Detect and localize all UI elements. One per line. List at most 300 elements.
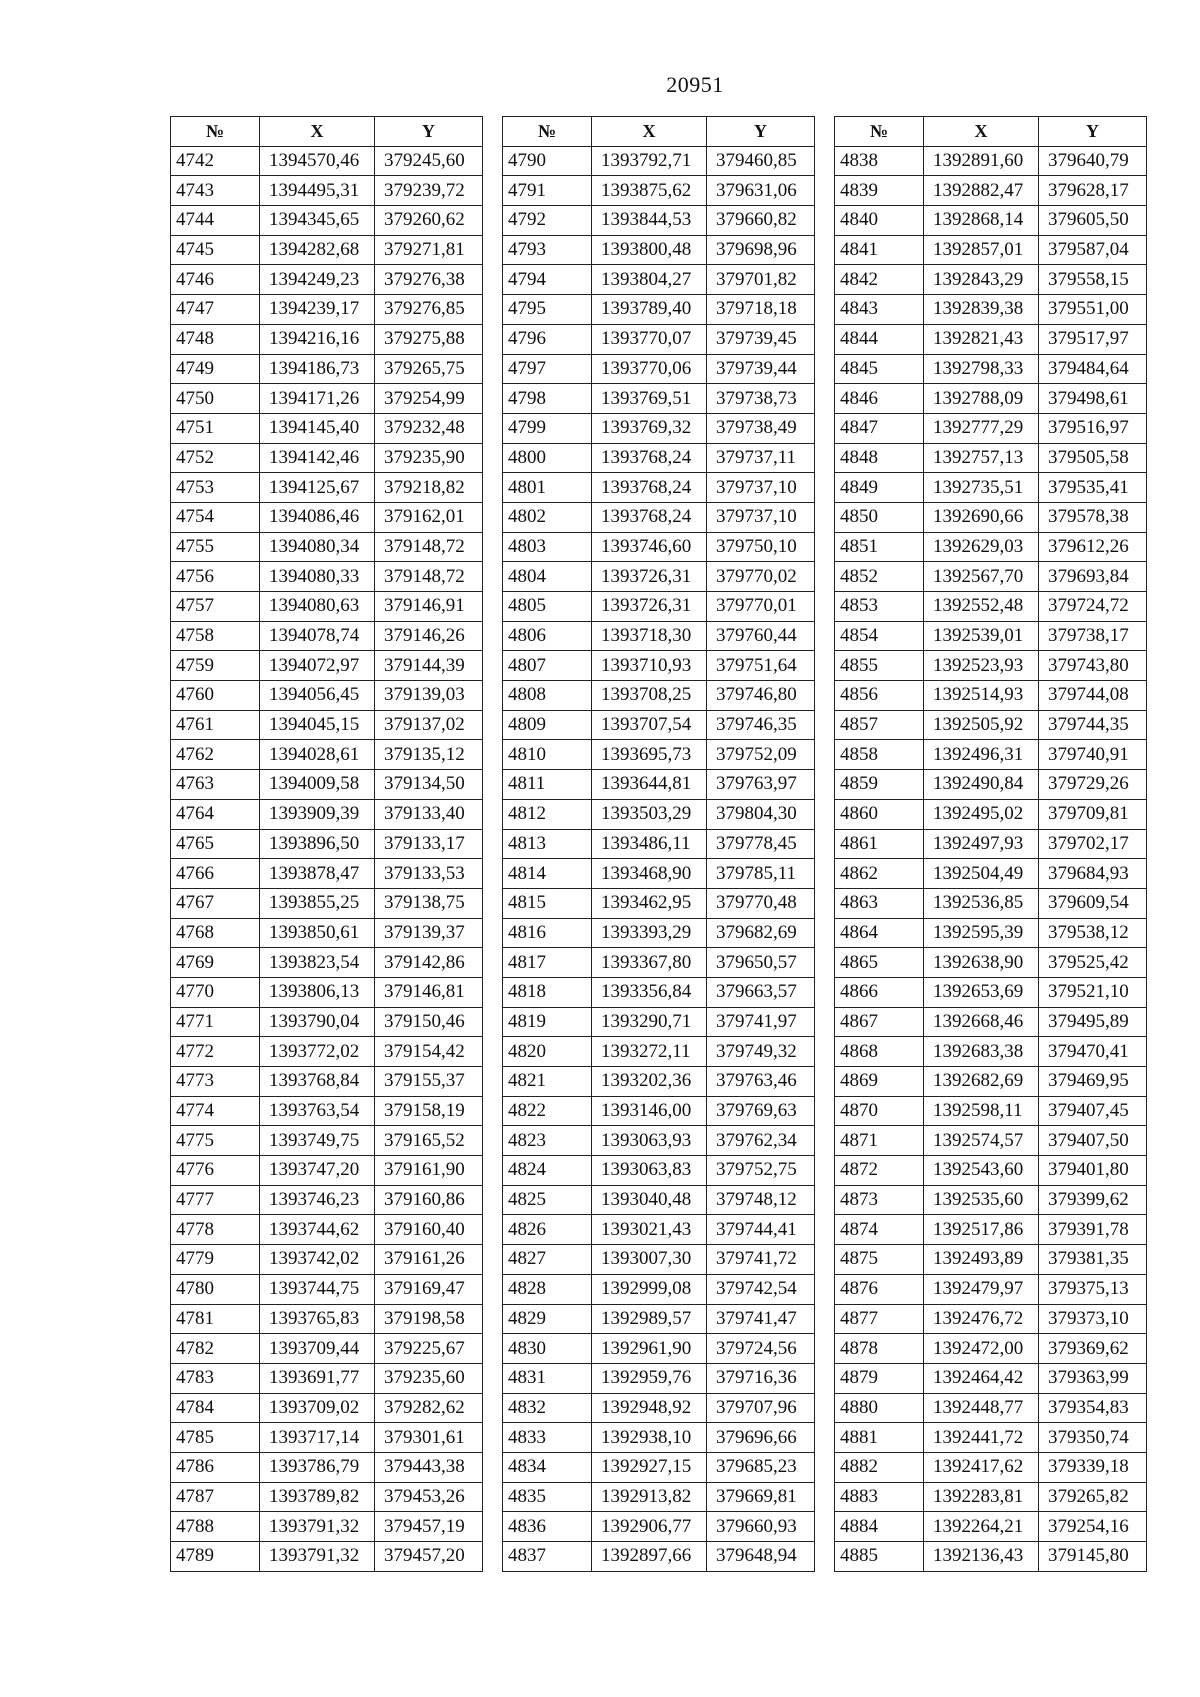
cell-x: 1393717,14: [260, 1423, 375, 1453]
cell-number: 4804: [503, 562, 592, 592]
table-row: [835, 1423, 1147, 1453]
cell-y: 379669,81: [707, 1482, 815, 1512]
cell-x: 1394086,46: [260, 502, 375, 532]
cell-y: 379265,75: [375, 354, 483, 384]
cell-x: 1393709,44: [260, 1334, 375, 1364]
cell-y: 379738,73: [707, 384, 815, 414]
cell-x: 1393462,95: [592, 888, 707, 918]
table-row: [171, 295, 483, 325]
table-row: [171, 1156, 483, 1186]
cell-x: 1393146,00: [592, 1096, 707, 1126]
table-row: [171, 592, 483, 622]
cell-x: 1393769,51: [592, 384, 707, 414]
cell-number: 4880: [835, 1393, 924, 1423]
cell-y: 379718,18: [707, 295, 815, 325]
cell-x: 1393393,29: [592, 918, 707, 948]
cell-number: 4788: [171, 1512, 260, 1542]
table-row: [503, 384, 815, 414]
cell-number: 4821: [503, 1067, 592, 1097]
cell-y: 379516,97: [1039, 413, 1147, 443]
cell-number: 4755: [171, 532, 260, 562]
cell-y: 379724,56: [707, 1334, 815, 1364]
cell-x: 1392938,10: [592, 1423, 707, 1453]
cell-y: 379763,97: [707, 770, 815, 800]
cell-x: 1394249,23: [260, 265, 375, 295]
cell-number: 4840: [835, 206, 924, 236]
table-row: [835, 1215, 1147, 1245]
cell-number: 4805: [503, 592, 592, 622]
cell-y: 379778,45: [707, 829, 815, 859]
cell-y: 379133,53: [375, 859, 483, 889]
table-row: [171, 1096, 483, 1126]
table-row: [835, 740, 1147, 770]
cell-y: 379161,90: [375, 1156, 483, 1186]
cell-x: 1393695,73: [592, 740, 707, 770]
cell-x: 1392574,57: [924, 1126, 1039, 1156]
cell-number: 4815: [503, 888, 592, 918]
table-row: [835, 710, 1147, 740]
cell-number: 4795: [503, 295, 592, 325]
cell-number: 4852: [835, 562, 924, 592]
cell-number: 4806: [503, 621, 592, 651]
cell-x: 1392479,97: [924, 1274, 1039, 1304]
cell-number: 4766: [171, 859, 260, 889]
cell-number: 4753: [171, 473, 260, 503]
cell-y: 379640,79: [1039, 146, 1147, 176]
table-row: [503, 859, 815, 889]
table-row: [835, 562, 1147, 592]
table-row: [171, 977, 483, 1007]
cell-x: 1394345,65: [260, 206, 375, 236]
cell-x: 1392629,03: [924, 532, 1039, 562]
cell-number: 4846: [835, 384, 924, 414]
cell-x: 1393804,27: [592, 265, 707, 295]
cell-x: 1392595,39: [924, 918, 1039, 948]
cell-y: 379684,93: [1039, 859, 1147, 889]
table-row: [503, 532, 815, 562]
cell-y: 379663,57: [707, 977, 815, 1007]
table-row: [503, 1067, 815, 1097]
header-row: [835, 117, 1147, 147]
table-row: [171, 1304, 483, 1334]
cell-y: 379752,09: [707, 740, 815, 770]
cell-x: 1393272,11: [592, 1037, 707, 1067]
cell-y: 379391,78: [1039, 1215, 1147, 1245]
cell-number: 4843: [835, 295, 924, 325]
cell-y: 379239,72: [375, 176, 483, 206]
table-row: [503, 1185, 815, 1215]
cell-y: 379631,06: [707, 176, 815, 206]
table-row: [503, 1215, 815, 1245]
table-row: [835, 1037, 1147, 1067]
cell-y: 379701,82: [707, 265, 815, 295]
cell-x: 1393770,06: [592, 354, 707, 384]
cell-x: 1394072,97: [260, 651, 375, 681]
table-row: [835, 1156, 1147, 1186]
cell-y: 379748,12: [707, 1185, 815, 1215]
table-row: [835, 146, 1147, 176]
cell-x: 1392493,89: [924, 1245, 1039, 1275]
cell-x: 1392798,33: [924, 354, 1039, 384]
cell-number: 4793: [503, 235, 592, 265]
cell-number: 4768: [171, 918, 260, 948]
cell-number: 4746: [171, 265, 260, 295]
cell-y: 379276,85: [375, 295, 483, 325]
table-row: [171, 354, 483, 384]
cell-number: 4754: [171, 502, 260, 532]
cell-x: 1392906,77: [592, 1512, 707, 1542]
table-row: [171, 1037, 483, 1067]
cell-y: 379350,74: [1039, 1423, 1147, 1453]
cell-x: 1393021,43: [592, 1215, 707, 1245]
cell-x: 1392882,47: [924, 176, 1039, 206]
cell-y: 379165,52: [375, 1126, 483, 1156]
cell-number: 4779: [171, 1245, 260, 1275]
cell-number: 4873: [835, 1185, 924, 1215]
cell-y: 379702,17: [1039, 829, 1147, 859]
cell-y: 379245,60: [375, 146, 483, 176]
cell-number: 4835: [503, 1482, 592, 1512]
cell-number: 4786: [171, 1452, 260, 1482]
cell-x: 1392668,46: [924, 1007, 1039, 1037]
cell-number: 4883: [835, 1482, 924, 1512]
table-row: [171, 918, 483, 948]
table-body: [503, 146, 815, 1571]
table-row: [171, 473, 483, 503]
cell-number: 4877: [835, 1304, 924, 1334]
cell-y: 379161,26: [375, 1245, 483, 1275]
cell-x: 1393708,25: [592, 681, 707, 711]
table-row: [503, 1423, 815, 1453]
cell-x: 1392989,57: [592, 1304, 707, 1334]
table-row: [503, 176, 815, 206]
cell-number: 4791: [503, 176, 592, 206]
cell-number: 4743: [171, 176, 260, 206]
cell-x: 1393769,32: [592, 413, 707, 443]
cell-number: 4839: [835, 176, 924, 206]
table-row: [503, 710, 815, 740]
table-row: [171, 1363, 483, 1393]
cell-number: 4882: [835, 1452, 924, 1482]
cell-x: 1392505,92: [924, 710, 1039, 740]
cell-number: 4855: [835, 651, 924, 681]
cell-x: 1393726,31: [592, 592, 707, 622]
cell-number: 4758: [171, 621, 260, 651]
table-row: [171, 146, 483, 176]
cell-y: 379770,02: [707, 562, 815, 592]
cell-number: 4851: [835, 532, 924, 562]
cell-y: 379139,37: [375, 918, 483, 948]
cell-y: 379407,45: [1039, 1096, 1147, 1126]
cell-x: 1393772,02: [260, 1037, 375, 1067]
table-row: [503, 740, 815, 770]
cell-y: 379741,47: [707, 1304, 815, 1334]
table-row: [171, 888, 483, 918]
cell-number: 4825: [503, 1185, 592, 1215]
cell-number: 4782: [171, 1334, 260, 1364]
cell-x: 1392497,93: [924, 829, 1039, 859]
cell-number: 4749: [171, 354, 260, 384]
cell-x: 1393691,77: [260, 1363, 375, 1393]
table-row: [171, 1274, 483, 1304]
cell-number: 4752: [171, 443, 260, 473]
table-row: [171, 799, 483, 829]
cell-number: 4833: [503, 1423, 592, 1453]
cell-x: 1394216,16: [260, 324, 375, 354]
cell-y: 379750,10: [707, 532, 815, 562]
cell-y: 379751,64: [707, 651, 815, 681]
cell-number: 4750: [171, 384, 260, 414]
cell-x: 1392476,72: [924, 1304, 1039, 1334]
cell-y: 379495,89: [1039, 1007, 1147, 1037]
table-row: [171, 443, 483, 473]
table-row: [171, 1067, 483, 1097]
cell-y: 379538,12: [1039, 918, 1147, 948]
table-row: [171, 384, 483, 414]
table-body: [835, 146, 1147, 1571]
cell-x: 1393744,75: [260, 1274, 375, 1304]
cell-number: 4761: [171, 710, 260, 740]
cell-x: 1392777,29: [924, 413, 1039, 443]
cell-x: 1393726,31: [592, 562, 707, 592]
cell-number: 4785: [171, 1423, 260, 1453]
cell-x: 1392472,00: [924, 1334, 1039, 1364]
cell-x: 1392495,02: [924, 799, 1039, 829]
table-row: [503, 977, 815, 1007]
cell-y: 379363,99: [1039, 1363, 1147, 1393]
cell-number: 4836: [503, 1512, 592, 1542]
cell-x: 1392567,70: [924, 562, 1039, 592]
cell-x: 1393768,84: [260, 1067, 375, 1097]
cell-number: 4823: [503, 1126, 592, 1156]
cell-x: 1393791,32: [260, 1512, 375, 1542]
cell-number: 4799: [503, 413, 592, 443]
cell-y: 379650,57: [707, 948, 815, 978]
cell-number: 4751: [171, 413, 260, 443]
table-row: [503, 1156, 815, 1186]
table-row: [171, 740, 483, 770]
table-row: [503, 1245, 815, 1275]
cell-number: 4764: [171, 799, 260, 829]
table-row: [503, 413, 815, 443]
cell-number: 4860: [835, 799, 924, 829]
table-row: [503, 1482, 815, 1512]
cell-x: 1393063,93: [592, 1126, 707, 1156]
cell-y: 379160,86: [375, 1185, 483, 1215]
cell-number: 4777: [171, 1185, 260, 1215]
coordinates-table-1: [170, 116, 483, 1572]
table-row: [503, 1037, 815, 1067]
cell-x: 1393789,82: [260, 1482, 375, 1512]
table-row: [171, 1393, 483, 1423]
cell-y: 379144,39: [375, 651, 483, 681]
table-row: [835, 621, 1147, 651]
cell-number: 4769: [171, 948, 260, 978]
table-row: [835, 799, 1147, 829]
cell-y: 379709,81: [1039, 799, 1147, 829]
cell-x: 1392788,09: [924, 384, 1039, 414]
cell-y: 379137,02: [375, 710, 483, 740]
cell-number: 4878: [835, 1334, 924, 1364]
cell-number: 4812: [503, 799, 592, 829]
cell-y: 379763,46: [707, 1067, 815, 1097]
table-row: [171, 413, 483, 443]
cell-y: 379133,40: [375, 799, 483, 829]
cell-y: 379737,10: [707, 473, 815, 503]
cell-x: 1392927,15: [592, 1452, 707, 1482]
table-row: [503, 1542, 815, 1572]
cell-number: 4829: [503, 1304, 592, 1334]
cell-x: 1393644,81: [592, 770, 707, 800]
cell-x: 1393875,62: [592, 176, 707, 206]
table-row: [171, 829, 483, 859]
table-row: [835, 1542, 1147, 1572]
cell-x: 1392948,92: [592, 1393, 707, 1423]
cell-y: 379265,82: [1039, 1482, 1147, 1512]
cell-number: 4837: [503, 1542, 592, 1572]
cell-number: 4856: [835, 681, 924, 711]
cell-x: 1392539,01: [924, 621, 1039, 651]
coordinates-table-2: [502, 116, 815, 1572]
cell-x: 1392283,81: [924, 1482, 1039, 1512]
cell-x: 1392735,51: [924, 473, 1039, 503]
header-y: Y: [707, 117, 815, 147]
table-row: [835, 592, 1147, 622]
cell-y: 379724,72: [1039, 592, 1147, 622]
cell-y: 379770,01: [707, 592, 815, 622]
cell-number: 4814: [503, 859, 592, 889]
table-row: [835, 176, 1147, 206]
cell-number: 4876: [835, 1274, 924, 1304]
cell-y: 379744,35: [1039, 710, 1147, 740]
cell-number: 4872: [835, 1156, 924, 1186]
table-row: [503, 918, 815, 948]
cell-number: 4868: [835, 1037, 924, 1067]
cell-number: 4801: [503, 473, 592, 503]
table-row: [503, 829, 815, 859]
table-row: [171, 1482, 483, 1512]
table-row: [835, 265, 1147, 295]
cell-y: 379551,00: [1039, 295, 1147, 325]
table-row: [503, 770, 815, 800]
cell-number: 4842: [835, 265, 924, 295]
table-row: [835, 651, 1147, 681]
cell-x: 1392868,14: [924, 206, 1039, 236]
cell-y: 379739,45: [707, 324, 815, 354]
cell-x: 1394080,33: [260, 562, 375, 592]
cell-number: 4792: [503, 206, 592, 236]
page-number: 20951: [666, 72, 724, 97]
cell-number: 4810: [503, 740, 592, 770]
cell-number: 4828: [503, 1274, 592, 1304]
cell-number: 4759: [171, 651, 260, 681]
cell-x: 1393202,36: [592, 1067, 707, 1097]
table-row: [171, 859, 483, 889]
cell-x: 1393486,11: [592, 829, 707, 859]
cell-number: 4841: [835, 235, 924, 265]
cell-y: 379628,17: [1039, 176, 1147, 206]
cell-y: 379517,97: [1039, 324, 1147, 354]
table-row: [503, 681, 815, 711]
cell-number: 4818: [503, 977, 592, 1007]
cell-x: 1392857,01: [924, 235, 1039, 265]
table-row: [171, 1126, 483, 1156]
cell-x: 1393896,50: [260, 829, 375, 859]
table-row: [835, 354, 1147, 384]
cell-y: 379609,54: [1039, 888, 1147, 918]
cell-y: 379469,95: [1039, 1067, 1147, 1097]
cell-number: 4869: [835, 1067, 924, 1097]
cell-number: 4800: [503, 443, 592, 473]
table-row: [503, 562, 815, 592]
table-row: [835, 295, 1147, 325]
cell-y: 379282,62: [375, 1393, 483, 1423]
cell-y: 379146,81: [375, 977, 483, 1007]
table-row: [171, 710, 483, 740]
table-row: [503, 443, 815, 473]
cell-y: 379470,41: [1039, 1037, 1147, 1067]
cell-y: 379484,64: [1039, 354, 1147, 384]
cell-y: 379399,62: [1039, 1185, 1147, 1215]
table-row: [171, 206, 483, 236]
cell-number: 4859: [835, 770, 924, 800]
cell-y: 379375,13: [1039, 1274, 1147, 1304]
cell-y: 379198,58: [375, 1304, 483, 1334]
table-row: [835, 384, 1147, 414]
header-x: X: [924, 117, 1039, 147]
table-row: [503, 265, 815, 295]
cell-y: 379260,62: [375, 206, 483, 236]
table-row: [503, 295, 815, 325]
cell-number: 4796: [503, 324, 592, 354]
cell-number: 4748: [171, 324, 260, 354]
cell-x: 1393367,80: [592, 948, 707, 978]
cell-y: 379741,72: [707, 1245, 815, 1275]
cell-x: 1392959,76: [592, 1363, 707, 1393]
cell-x: 1392441,72: [924, 1423, 1039, 1453]
coordinates-table: [170, 116, 483, 1572]
table-row: [835, 1304, 1147, 1334]
cell-number: 4774: [171, 1096, 260, 1126]
cell-number: 4845: [835, 354, 924, 384]
cell-number: 4775: [171, 1126, 260, 1156]
cell-x: 1392448,77: [924, 1393, 1039, 1423]
cell-y: 379660,82: [707, 206, 815, 236]
cell-x: 1392653,69: [924, 977, 1039, 1007]
cell-x: 1394078,74: [260, 621, 375, 651]
cell-number: 4867: [835, 1007, 924, 1037]
cell-number: 4874: [835, 1215, 924, 1245]
cell-number: 4744: [171, 206, 260, 236]
cell-x: 1393790,04: [260, 1007, 375, 1037]
cell-number: 4838: [835, 146, 924, 176]
cell-y: 379225,67: [375, 1334, 483, 1364]
cell-x: 1394186,73: [260, 354, 375, 384]
cell-number: 4865: [835, 948, 924, 978]
cell-number: 4773: [171, 1067, 260, 1097]
cell-y: 379146,26: [375, 621, 483, 651]
cell-number: 4802: [503, 502, 592, 532]
cell-x: 1394171,26: [260, 384, 375, 414]
table-row: [503, 1393, 815, 1423]
cell-x: 1393800,48: [592, 235, 707, 265]
cell-number: 4875: [835, 1245, 924, 1275]
header-y: Y: [1039, 117, 1147, 147]
cell-y: 379660,93: [707, 1512, 815, 1542]
cell-y: 379737,10: [707, 502, 815, 532]
cell-x: 1392504,49: [924, 859, 1039, 889]
header-number: №: [835, 117, 924, 147]
